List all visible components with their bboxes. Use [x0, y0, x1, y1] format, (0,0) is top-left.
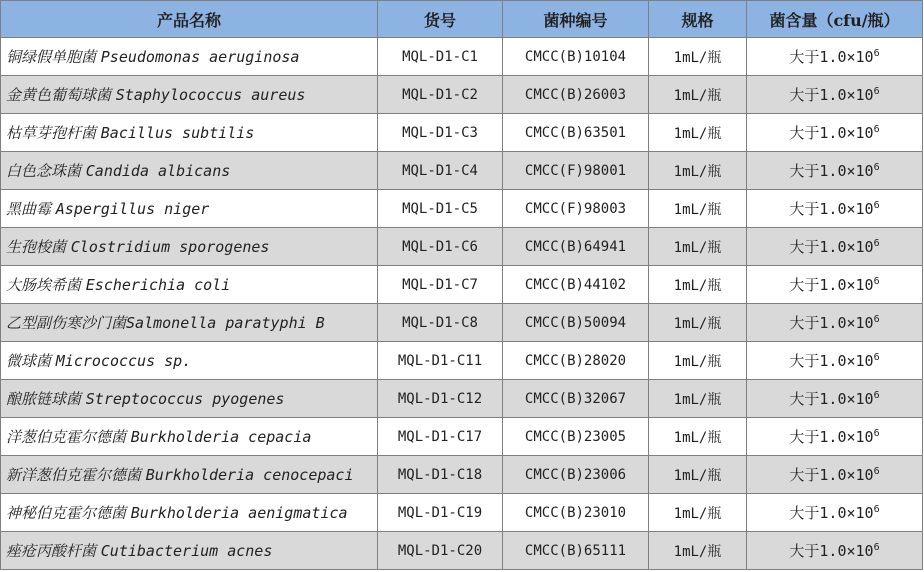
spec-cell: 1mL/瓶 — [649, 418, 747, 456]
table-header — [1, 1, 923, 38]
product-name-latin: Clostridium sporogenes — [70, 238, 270, 256]
strain-number-cell: CMCC(F)98001 — [503, 152, 649, 190]
content-exponent: 6 — [873, 86, 880, 97]
product-name-cn: 铜绿假单胞菌 — [6, 48, 101, 66]
content-cell — [747, 494, 923, 532]
product-name-cell — [1, 532, 378, 570]
strain-number-cell: CMCC(B)10104 — [503, 38, 649, 76]
table-row — [1, 456, 923, 494]
table-row — [1, 38, 923, 76]
product-name-cn: 白色念珠菌 — [6, 162, 86, 180]
spec-cell: 1mL/瓶 — [649, 114, 747, 152]
product-name-cn: 神秘伯克霍尔德菌 — [6, 504, 131, 522]
spec-cell: 1mL/瓶 — [649, 228, 747, 266]
product-name-latin: Candida albicans — [85, 162, 231, 180]
content-value: 大于1.0×10 — [789, 162, 874, 180]
content-cell — [747, 532, 923, 570]
product-name-latin: Cutibacterium acnes — [100, 542, 273, 560]
spec-cell: 1mL/瓶 — [649, 76, 747, 114]
product-name-cn: 微球菌 — [6, 352, 56, 370]
header-product-name: 产品名称 — [1, 1, 378, 38]
spec-cell: 1mL/瓶 — [649, 38, 747, 76]
strain-number-cell: CMCC(B)50094 — [503, 304, 649, 342]
sku-cell: MQL-D1-C3 — [378, 114, 503, 152]
spec-cell: 1mL/瓶 — [649, 304, 747, 342]
product-name-cell — [1, 266, 378, 304]
strain-number-cell: CMCC(B)64941 — [503, 228, 649, 266]
content-exponent: 6 — [873, 352, 880, 363]
content-cell — [747, 266, 923, 304]
content-value: 大于1.0×10 — [789, 124, 874, 142]
sku-cell: MQL-D1-C2 — [378, 76, 503, 114]
table-body — [1, 38, 923, 570]
header-sku: 货号 — [378, 1, 503, 38]
product-name-latin: Escherichia coli — [85, 276, 231, 294]
table-row — [1, 342, 923, 380]
table-row — [1, 494, 923, 532]
content-cell — [747, 342, 923, 380]
table-row — [1, 532, 923, 570]
product-name-latin: Pseudomonas aeruginosa — [100, 48, 300, 66]
table-row — [1, 190, 923, 228]
product-name-cn: 痤疮丙酸杆菌 — [6, 542, 101, 560]
product-name-cn: 大肠埃希菌 — [6, 276, 86, 294]
content-value: 大于1.0×10 — [789, 86, 874, 104]
product-name-cell — [1, 380, 378, 418]
product-name-latin: Burkholderia aenigmatica — [130, 504, 348, 522]
strain-number-cell: CMCC(F)98003 — [503, 190, 649, 228]
strain-number-cell: CMCC(B)65111 — [503, 532, 649, 570]
product-name-latin: Micrococcus sp. — [55, 352, 192, 370]
product-name-cn: 枯草芽孢杆菌 — [6, 124, 101, 142]
content-cell — [747, 456, 923, 494]
sku-cell: MQL-D1-C18 — [378, 456, 503, 494]
product-name-cn: 乙型副伤寒沙门菌 — [6, 314, 127, 332]
content-exponent: 6 — [873, 162, 880, 173]
table-row — [1, 114, 923, 152]
strain-number-cell: CMCC(B)32067 — [503, 380, 649, 418]
spec-cell: 1mL/瓶 — [649, 266, 747, 304]
product-name-cell — [1, 38, 378, 76]
product-name-latin: Salmonella paratyphi B — [126, 314, 325, 332]
table-row — [1, 76, 923, 114]
content-value: 大于1.0×10 — [789, 466, 874, 484]
sku-cell: MQL-D1-C4 — [378, 152, 503, 190]
content-exponent: 6 — [873, 542, 880, 553]
content-cell — [747, 228, 923, 266]
product-name-cn: 金黄色葡萄球菌 — [6, 86, 116, 104]
content-exponent: 6 — [873, 48, 880, 59]
sku-cell: MQL-D1-C17 — [378, 418, 503, 456]
content-exponent: 6 — [873, 200, 880, 211]
content-exponent: 6 — [873, 390, 880, 401]
header-strain-number: 菌种编号 — [503, 1, 649, 38]
header-row — [1, 1, 923, 38]
content-cell — [747, 304, 923, 342]
spec-cell: 1mL/瓶 — [649, 380, 747, 418]
product-name-cell — [1, 228, 378, 266]
content-value: 大于1.0×10 — [789, 390, 874, 408]
content-value: 大于1.0×10 — [789, 200, 874, 218]
content-exponent: 6 — [873, 504, 880, 515]
sku-cell: MQL-D1-C12 — [378, 380, 503, 418]
product-name-latin: Staphylococcus aureus — [115, 86, 306, 104]
content-value: 大于1.0×10 — [789, 428, 874, 446]
spec-cell: 1mL/瓶 — [649, 456, 747, 494]
product-name-latin: Aspergillus niger — [55, 200, 210, 218]
content-exponent: 6 — [873, 124, 880, 135]
content-exponent: 6 — [873, 428, 880, 439]
content-value: 大于1.0×10 — [789, 48, 874, 66]
content-cell — [747, 380, 923, 418]
product-name-cn: 生孢梭菌 — [6, 238, 71, 256]
spec-cell: 1mL/瓶 — [649, 494, 747, 532]
product-name-latin: Burkholderia cepacia — [130, 428, 312, 446]
strain-number-cell: CMCC(B)63501 — [503, 114, 649, 152]
product-name-cn: 酿脓链球菌 — [6, 390, 86, 408]
header-content: 菌含量（cfu/瓶） — [747, 1, 923, 38]
content-cell — [747, 38, 923, 76]
sku-cell: MQL-D1-C11 — [378, 342, 503, 380]
content-exponent: 6 — [873, 276, 880, 287]
sku-cell: MQL-D1-C5 — [378, 190, 503, 228]
header-spec: 规格 — [649, 1, 747, 38]
spec-cell: 1mL/瓶 — [649, 152, 747, 190]
content-cell — [747, 114, 923, 152]
product-name-cn: 洋葱伯克霍尔德菌 — [6, 428, 131, 446]
product-name-latin: Streptococcus pyogenes — [85, 390, 285, 408]
product-name-cn: 新洋葱伯克霍尔德菌 — [6, 466, 146, 484]
product-name-cn: 黑曲霉 — [6, 200, 56, 218]
content-value: 大于1.0×10 — [789, 542, 874, 560]
product-name-cell — [1, 418, 378, 456]
product-name-cell — [1, 456, 378, 494]
sku-cell: MQL-D1-C6 — [378, 228, 503, 266]
sku-cell: MQL-D1-C1 — [378, 38, 503, 76]
product-name-cell — [1, 304, 378, 342]
content-cell — [747, 190, 923, 228]
product-name-cell — [1, 190, 378, 228]
content-cell — [747, 152, 923, 190]
content-exponent: 6 — [873, 466, 880, 477]
product-name-cell — [1, 342, 378, 380]
spec-cell: 1mL/瓶 — [649, 532, 747, 570]
product-name-latin: Burkholderia cenocepaci — [145, 466, 354, 484]
strain-number-cell: CMCC(B)28020 — [503, 342, 649, 380]
content-cell — [747, 76, 923, 114]
content-value: 大于1.0×10 — [789, 352, 874, 370]
table-row — [1, 304, 923, 342]
spec-cell: 1mL/瓶 — [649, 342, 747, 380]
sku-cell: MQL-D1-C20 — [378, 532, 503, 570]
strain-number-cell: CMCC(B)23006 — [503, 456, 649, 494]
strain-number-cell: CMCC(B)23005 — [503, 418, 649, 456]
product-name-cell — [1, 152, 378, 190]
sku-cell: MQL-D1-C8 — [378, 304, 503, 342]
content-exponent: 6 — [873, 238, 880, 249]
table-row — [1, 266, 923, 304]
table-row — [1, 380, 923, 418]
strain-number-cell: CMCC(B)23010 — [503, 494, 649, 532]
product-name-cell — [1, 114, 378, 152]
table-row — [1, 152, 923, 190]
content-value: 大于1.0×10 — [789, 504, 874, 522]
product-name-cell — [1, 494, 378, 532]
product-name-cell — [1, 76, 378, 114]
table-row — [1, 418, 923, 456]
content-cell — [747, 418, 923, 456]
table-row — [1, 228, 923, 266]
content-value: 大于1.0×10 — [789, 314, 874, 332]
strain-number-cell: CMCC(B)44102 — [503, 266, 649, 304]
spec-cell: 1mL/瓶 — [649, 190, 747, 228]
content-value: 大于1.0×10 — [789, 238, 874, 256]
sku-cell: MQL-D1-C7 — [378, 266, 503, 304]
content-value: 大于1.0×10 — [789, 276, 874, 294]
strain-number-cell: CMCC(B)26003 — [503, 76, 649, 114]
sku-cell: MQL-D1-C19 — [378, 494, 503, 532]
product-name-latin: Bacillus subtilis — [100, 124, 255, 142]
content-exponent: 6 — [873, 314, 880, 325]
